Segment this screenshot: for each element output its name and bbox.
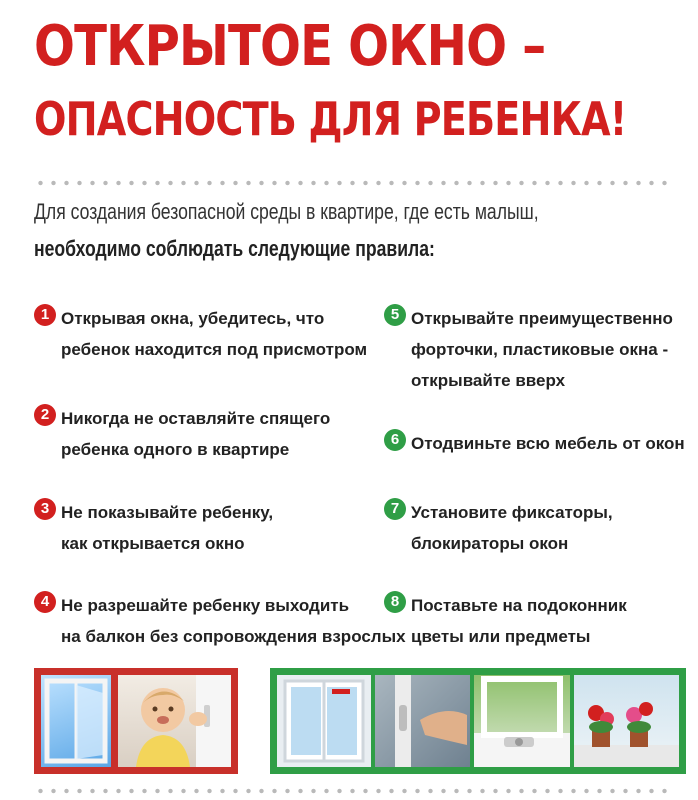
number-badge-8: 8 — [384, 591, 406, 613]
number-badge-1: 1 — [34, 304, 56, 326]
rule-item-6 — [384, 428, 685, 459]
intro-line-2: необходимо соблюдать следующие правила: — [34, 236, 435, 261]
number-badge-4: 4 — [34, 591, 56, 613]
dotted-divider-bottom — [34, 788, 674, 794]
window-lock-photo — [474, 675, 570, 767]
poster-title-line-1: ОТКРЫТОЕ ОКНО – — [34, 14, 546, 79]
number-badge-5: 5 — [384, 304, 406, 326]
rule-text-8: Поставьте на подоконник цветы или предметы — [411, 596, 627, 646]
plastic-window-photo — [277, 675, 371, 767]
rule-item-7 — [384, 497, 613, 559]
number-badge-3: 3 — [34, 498, 56, 520]
rule-text-3: Не показывайте ребенку, как открывается окно — [61, 503, 274, 553]
number-badge-7: 7 — [384, 498, 406, 520]
number-badge-2: 2 — [34, 404, 56, 426]
poster-title-line-2: ОПАСНОСТЬ ДЛЯ РЕБЕНКА! — [34, 92, 627, 146]
photo-strip-safe — [270, 668, 686, 774]
rule-item-1 — [34, 303, 367, 365]
number-badge-6: 6 — [384, 429, 406, 451]
rule-item-5 — [384, 303, 673, 396]
rule-item-4 — [34, 590, 406, 652]
intro-line-1: Для создания безопасной среды в квартире, где есть малыш, — [34, 199, 539, 224]
rule-text-6: Отодвиньте всю мебель от окон — [411, 434, 685, 453]
windowsill-flowers-photo — [574, 675, 679, 767]
rule-text-5: Открывайте преимущественно форточки, пластиковые окна - открывайте вверх — [411, 309, 673, 390]
rule-text-1: Открывая окна, убедитесь, что ребенок находится под присмотром — [61, 309, 368, 359]
rule-text-2: Никогда не оставляйте спящего ребенка одного в квартире — [61, 409, 331, 459]
dotted-divider-top — [34, 180, 674, 186]
open-window-photo — [41, 675, 111, 767]
baby-photo — [118, 675, 231, 767]
rule-item-3 — [34, 497, 273, 559]
rule-text-7: Установите фиксаторы, блокираторы окон — [411, 503, 613, 553]
rule-text-4: Не разрешайте ребенку выходить на балкон без сопровождения взрослых — [61, 596, 406, 646]
window-handle-photo — [375, 675, 470, 767]
photo-strip-danger — [34, 668, 238, 774]
rule-item-2 — [34, 403, 330, 465]
rule-item-8 — [384, 590, 627, 652]
